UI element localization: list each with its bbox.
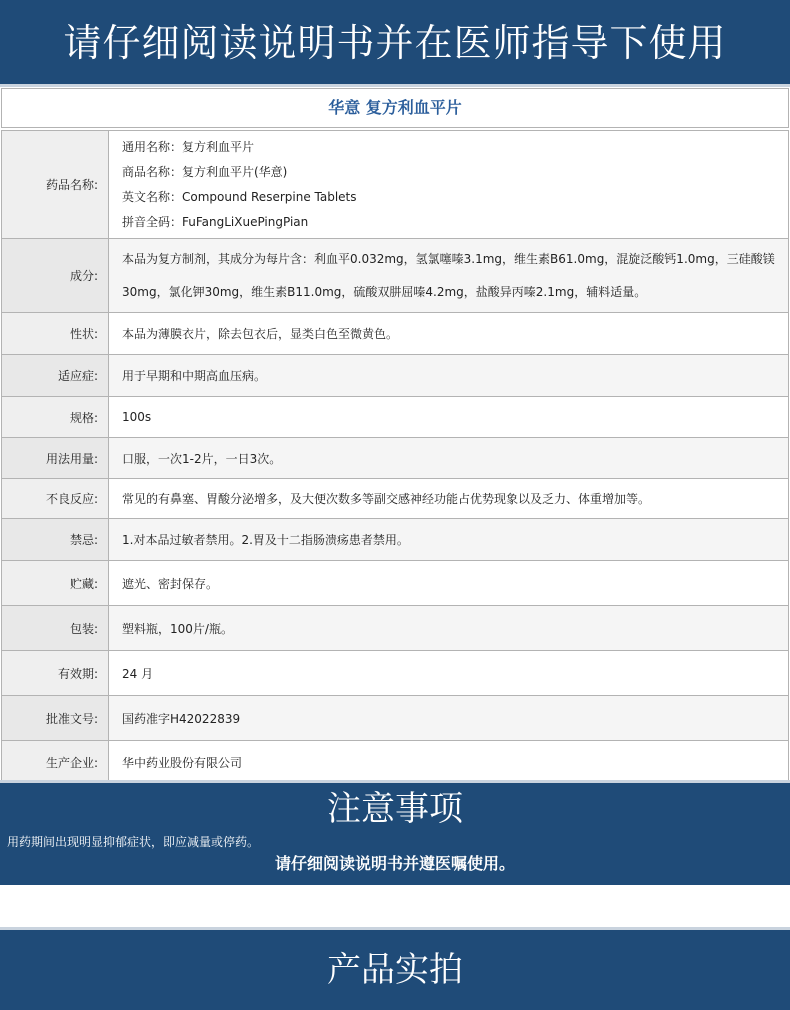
spec-row-package bbox=[2, 606, 789, 651]
spec-value-storage: 遮光、密封保存。 bbox=[109, 561, 789, 606]
spec-label-adverse: 不良反应: bbox=[2, 479, 109, 519]
spec-label-name: 药品名称: bbox=[2, 131, 109, 239]
spec-row-storage bbox=[2, 561, 789, 606]
spec-label-composition: 成分: bbox=[2, 239, 109, 313]
spec-value-appearance: 本品为薄膜衣片，除去包衣后，显类白色至微黄色。 bbox=[109, 313, 789, 355]
english-name-line: 英文名称：Compound Reserpine Tablets bbox=[122, 189, 357, 204]
spec-row-validity bbox=[2, 651, 789, 696]
spec-value-indication: 用于早期和中期高血压病。 bbox=[109, 355, 789, 397]
spec-row-adverse bbox=[2, 479, 789, 519]
spec-row-approval bbox=[2, 696, 789, 741]
spec-value-name bbox=[109, 131, 789, 239]
spec-value-contraindication: 1.对本品过敏者禁用。2.胃及十二指肠溃疡患者禁用。 bbox=[109, 519, 789, 561]
notice-note: 用药期间出现明显抑郁症状，即应减量或停药。 bbox=[7, 835, 260, 849]
spec-label-package: 包装: bbox=[2, 606, 109, 651]
bottom-banner-text: 产品实拍 bbox=[327, 950, 463, 990]
spec-value-composition: 本品为复方制剂，其成分为每片含：利血平0.032mg，氢氯噻嗪3.1mg，维生素B61.0mg，混旋泛酸钙1.0mg，三硅酸镁30mg，氯化钾30mg，维生素B11.0mg，硫酸双肼屈嗪4.2mg，盐酸异丙嗪2.1mg，辅料适量。 bbox=[109, 239, 789, 313]
spec-value-package: 塑料瓶，100片/瓶。 bbox=[109, 606, 789, 651]
spec-value-validity: 24 月 bbox=[109, 651, 789, 696]
spec-label-manufacturer: 生产企业: bbox=[2, 741, 109, 785]
notice-title: 注意事项 bbox=[327, 789, 463, 829]
spec-label-approval: 批准文号: bbox=[2, 696, 109, 741]
spec-label-contraindication: 禁忌: bbox=[2, 519, 109, 561]
spec-row-composition bbox=[2, 239, 789, 313]
spec-value-specification: 100s bbox=[109, 397, 789, 438]
spec-row-dosage bbox=[2, 438, 789, 479]
spec-value-manufacturer: 华中药业股份有限公司 bbox=[109, 741, 789, 785]
notice-reminder: 请仔细阅读说明书并遵医嘱使用。 bbox=[274, 854, 515, 873]
spec-label-dosage: 用法用量: bbox=[2, 438, 109, 479]
spec-value-dosage: 口服，一次1-2片，一日3次。 bbox=[109, 438, 789, 479]
spec-value-adverse: 常见的有鼻塞、胃酸分泌增多，及大便次数多等副交感神经功能占优势现象以及乏力、体重增加等。 bbox=[109, 479, 789, 519]
spec-label-appearance: 性状: bbox=[2, 313, 109, 355]
spec-table bbox=[1, 130, 789, 785]
spec-row-name bbox=[2, 131, 789, 239]
product-header-title: 华意 复方利血平片 bbox=[1, 88, 789, 128]
spec-label-specification: 规格: bbox=[2, 397, 109, 438]
top-banner bbox=[0, 0, 790, 87]
bottom-banner bbox=[0, 927, 790, 1010]
spec-label-validity: 有效期: bbox=[2, 651, 109, 696]
spec-value-approval: 国药准字H42022839 bbox=[109, 696, 789, 741]
spec-label-storage: 贮藏: bbox=[2, 561, 109, 606]
pinyin-name-line: 拼音全码：FuFangLiXuePingPian bbox=[122, 214, 309, 229]
notice-panel bbox=[0, 780, 790, 885]
spec-row-appearance bbox=[2, 313, 789, 355]
spec-row-manufacturer bbox=[2, 741, 789, 785]
spec-label-indication: 适应症: bbox=[2, 355, 109, 397]
top-banner-text: 请仔细阅读说明书并在医师指导下使用 bbox=[63, 21, 727, 65]
spec-row-specification bbox=[2, 397, 789, 438]
spec-row-contraindication bbox=[2, 519, 789, 561]
trade-name-line: 商品名称：复方利血平片(华意) bbox=[122, 164, 288, 179]
spec-row-indication bbox=[2, 355, 789, 397]
generic-name-line: 通用名称：复方利血平片 bbox=[122, 139, 255, 154]
